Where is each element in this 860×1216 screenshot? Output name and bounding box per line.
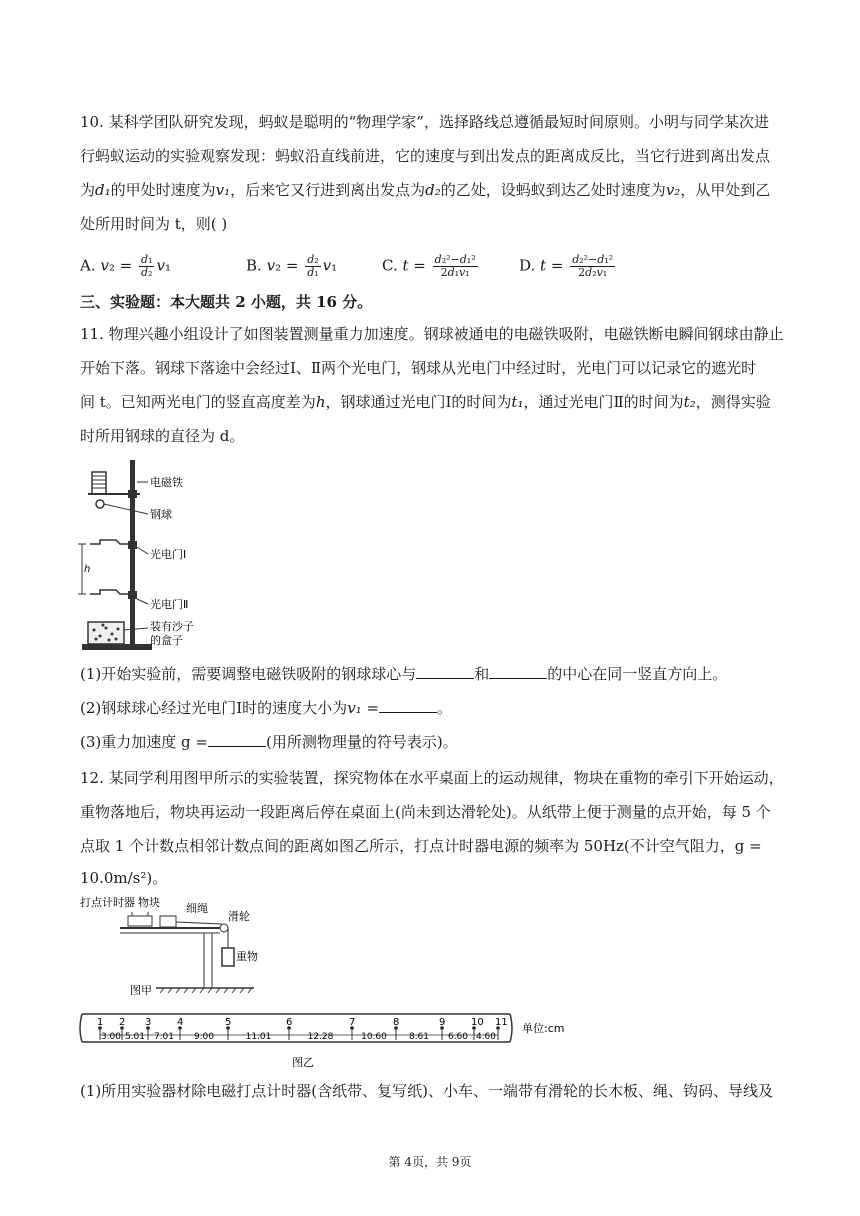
- tape-point-label: 7: [349, 1017, 356, 1028]
- q10-option-d: D. t = $\frac{\text{d₂²−d₁²}}{\text{2d₂v₁}}$: [519, 253, 614, 279]
- tape-distance-label: 6.60: [447, 1032, 469, 1042]
- q11-line-1: 11. 物理兴趣小组设计了如图装置测量重力加速度。钢球被通电的电磁铁吸附，电磁铁断电瞬间钢球由静止: [80, 325, 784, 343]
- tape-point-label: 5: [225, 1017, 232, 1028]
- gate2-label: 光电门Ⅱ: [150, 598, 189, 611]
- q12-line-3: 点取 1 个计数点相邻计数点间的距离如图乙所示，打点计时器电源的频率为 50Hz(不计空气阻力，g =: [80, 837, 762, 855]
- tape-distance-label: 12.28: [307, 1032, 334, 1042]
- answer-blank[interactable]: [416, 664, 474, 679]
- unit-label: 单位:cm: [522, 1022, 565, 1035]
- var-v1: v₁: [215, 181, 231, 199]
- q12-line-2: 重物落地后，物块再运动一段距离后停在桌面上(尚未到达滑轮处)。从纸带上便于测量的点开始，每 5 个: [80, 803, 771, 821]
- tape-point-label: 2: [119, 1017, 126, 1028]
- rope-label: 细绳: [186, 902, 208, 915]
- h-label: h: [84, 564, 91, 575]
- figure-b-caption: 图乙: [292, 1056, 314, 1069]
- tape-point-label: 4: [177, 1017, 184, 1028]
- figure-a-caption: 图甲: [130, 984, 152, 997]
- tape-point-label: 9: [439, 1017, 446, 1028]
- q12-line-1: 12. 某同学利用图甲所示的实验装置，探究物体在水平桌面上的运动规律，物块在重物的牵引下开始运动，: [80, 769, 784, 787]
- q11-line-3: 间 t。已知两光电门的竖直高度差为h，钢球通过光电门Ⅰ的时间为t₁，通过光电门Ⅱ的时间为t₂，测得实验: [80, 393, 771, 411]
- ball-label: 钢球: [150, 508, 172, 521]
- q11-sub-3: (3)重力加速度 g = (用所测物理量的符号表示)。: [80, 733, 458, 751]
- q11-sub-1: (1)开始实验前，需要调整电磁铁吸附的钢球球心与 和 的中心在同一竖直方向上。: [80, 665, 728, 683]
- magnet-label: 电磁铁: [150, 476, 183, 489]
- block-label: 物块: [138, 896, 160, 909]
- q11-sub-2: (2)钢球球心经过光电门Ⅰ时的速度大小为v₁ = 。: [80, 699, 453, 717]
- q10-line-3: 为d₁的甲处时速度为v₁，后来它又行进到离出发点为d₂的乙处，设蚂蚁到达乙处时速度为v₂，从甲处到乙: [80, 181, 771, 199]
- pulley-label: 滑轮: [228, 910, 250, 923]
- q10-option-c: C. t = $\frac{\text{d₂²−d₁²}}{\text{2d₁v₁}}$: [382, 253, 476, 279]
- tape-point-label: 8: [393, 1017, 400, 1028]
- gate1-label: 光电门Ⅰ: [150, 548, 187, 561]
- tape-point-label: 3: [145, 1017, 152, 1028]
- tape-distance-label: 8.61: [408, 1032, 430, 1042]
- timer-label: 打点计时器: [80, 896, 135, 909]
- tape-distance-label: 10.60: [361, 1032, 387, 1042]
- var-d2: d₂: [425, 181, 441, 199]
- tape-point-label: 1: [97, 1017, 104, 1028]
- tape-point-label: 11: [495, 1017, 508, 1028]
- var-d1: d₁: [95, 181, 111, 199]
- page-footer: 第 4页，共 9页: [388, 1155, 472, 1169]
- var-v2: v₂: [665, 181, 681, 199]
- q12-sub-1: (1)所用实验器材除电磁打点计时器(含纸带、复写纸)、小车、一端带有滑轮的长木板、绳、钩码、导线及: [80, 1082, 773, 1100]
- q10-option-b: B. v₂ = $\frac{\text{d₂}}{\text{d₁}}$ v₁: [246, 253, 338, 279]
- tape-distance-label: 4.60: [475, 1032, 497, 1042]
- q12-figure-a: [76, 892, 296, 1002]
- box-label-1: 装有沙子: [150, 620, 194, 633]
- answer-blank[interactable]: [489, 664, 547, 679]
- tape-distance-label: 5.01: [124, 1032, 146, 1042]
- weight-label: 重物: [236, 950, 258, 963]
- tape-point-label: 10: [471, 1017, 484, 1028]
- q10-option-a: A. v₂ = $\frac{\text{d₁}}{\text{d₂}}$ v₁: [80, 253, 171, 279]
- q11-line-4: 时所用钢球的直径为 d。: [80, 427, 245, 445]
- answer-blank[interactable]: [379, 698, 437, 713]
- section-3-heading: 三、实验题：本大题共 2 小题，共 16 分。: [80, 293, 373, 311]
- answer-blank[interactable]: [208, 732, 266, 747]
- q12-line-4: 10.0m/s²)。: [80, 869, 168, 887]
- q10-line-2: 行蚂蚁运动的实验观察发现：蚂蚁沿直线前进，它的速度与到出发点的距离成反比，当它行进到离出发点: [80, 147, 771, 165]
- q10-line-4: 处所用时间为 t，则( ): [80, 215, 228, 233]
- tape-distance-label: 3.00: [100, 1032, 122, 1042]
- q11-line-2: 开始下落。钢球下落途中会经过Ⅰ、Ⅱ两个光电门，钢球从光电门中经过时，光电门可以记录它的遮光时: [80, 359, 757, 377]
- box-label-2: 的盒子: [150, 634, 183, 647]
- q11-apparatus-figure: [76, 458, 236, 654]
- q10-line-1: 10. 某科学团队研究发现，蚂蚁是聪明的“物理学家”，选择路线总遵循最短时间原则。小明与同学某次进: [80, 113, 769, 131]
- tape-distance-label: 11.01: [245, 1032, 272, 1042]
- tape-distance-label: 7.01: [153, 1032, 175, 1042]
- tape-point-label: 6: [286, 1017, 293, 1028]
- q12-figure-b-tape: [76, 1006, 606, 1072]
- tape-distance-label: 9.00: [193, 1032, 215, 1042]
